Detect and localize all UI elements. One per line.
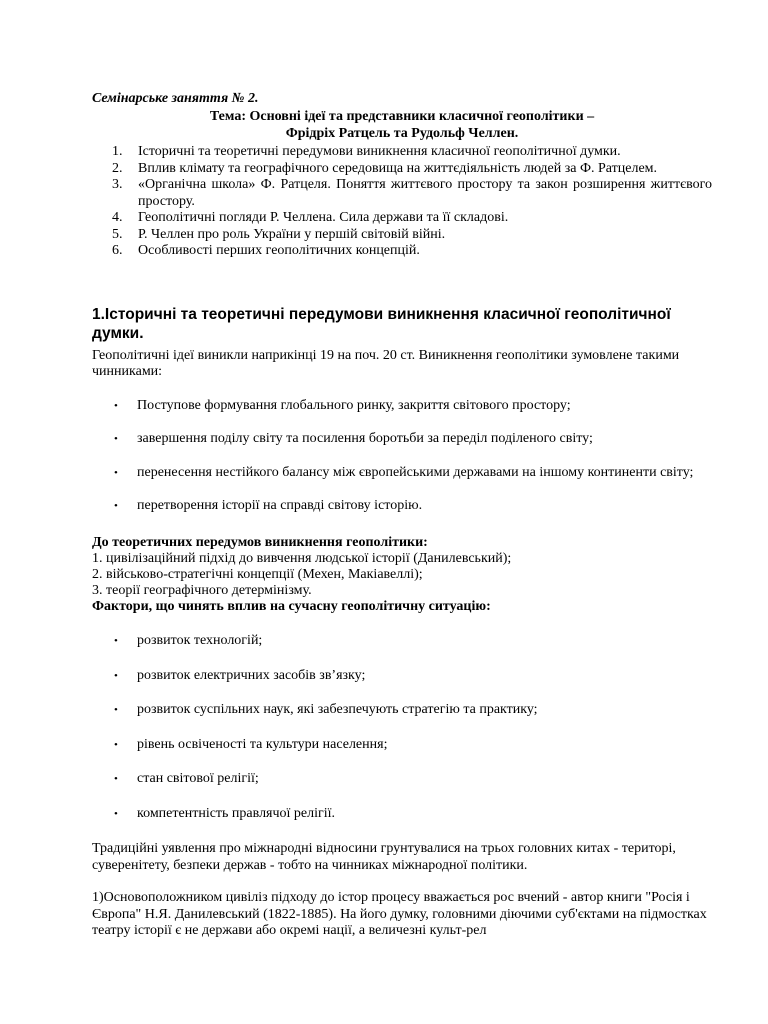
plan-item-text: Геополітичні погляди Р. Челлена. Сила держави та її складові. (138, 210, 509, 225)
plan-item-number: 5. (112, 226, 123, 242)
plan-item-number: 4. (112, 210, 123, 225)
theory-item: 3. теорії географічного детермінізму. (92, 583, 312, 598)
plan-item (92, 161, 712, 178)
emergence-factors-list (92, 398, 712, 515)
list-item (92, 702, 712, 719)
plan-item (92, 177, 712, 210)
plan-item-number: 1. (112, 144, 123, 159)
list-item-text: Поступове формування глобального ринку, закриття світового простору; (137, 397, 571, 413)
list-item (92, 431, 712, 448)
plan-item (92, 243, 712, 260)
list-item-text: компетентність правлячої релігії. (137, 805, 336, 821)
plan-item-text: Р. Челлен про роль України у першій світовій війні. (138, 226, 446, 242)
section-1-heading: 1.Історичні та теоретичні передумови виникнення класичної геополітичної думки. (92, 305, 671, 342)
list-item (92, 806, 712, 823)
section-1-intro: Геополітичні ідеї виникли наприкінці 19 на поч. 20 ст. Виникнення геополітики зумовлене такими чинниками: (92, 347, 680, 379)
theory-item: 2. військово-стратегічні концепції (Мехен, Макіавеллі); (92, 567, 423, 582)
list-item-text: перетворення історії на справді світову історію. (137, 498, 423, 513)
plan-item (92, 210, 712, 227)
list-item (92, 633, 712, 650)
plan-item-text: Вплив клімату та географічного середовища на життєдіяльність людей за Ф. Ратцелем. (138, 160, 658, 176)
list-item (92, 465, 712, 482)
bullet-icon: • (114, 635, 118, 647)
list-item-text: розвиток електричних засобів зв’язку; (137, 667, 366, 683)
list-item (92, 737, 712, 754)
plan-item (92, 227, 712, 244)
bullet-icon: • (114, 704, 118, 716)
seminar-title: Семінарське заняття № 2. (92, 91, 259, 106)
bullet-icon: • (114, 466, 118, 479)
list-item (92, 398, 712, 415)
list-item (92, 498, 712, 515)
bullet-icon: • (114, 433, 118, 445)
plan-item-text: «Органічна школа» Ф. Ратцеля. Поняття життєвого простору та закон розширення життєвого простору. (138, 177, 712, 209)
bullet-icon: • (114, 669, 118, 682)
plan-item-number: 2. (112, 160, 123, 176)
plan-item-number: 6. (112, 243, 123, 258)
topic-line-2: Фрідріх Ратцель та Рудольф Челлен. (285, 126, 519, 141)
seminar-plan-list (92, 144, 712, 260)
list-item-text: перенесення нестійкого балансу між європейськими державами на іншому континенти світу; (137, 464, 694, 480)
plan-item-number: 3. (112, 177, 123, 192)
list-item-text: розвиток технологій; (137, 633, 263, 648)
plan-item-text: Особливості перших геополітичних концепцій. (138, 243, 420, 258)
list-item-text: завершення поділу світу та посилення боротьби за переділ поділеного світу; (137, 431, 593, 446)
modern-factors-heading: Фактори, що чинять вплив на сучасну геополітичну ситуацію: (92, 599, 491, 614)
theory-item: 1. цивілізаційний підхід до вивчення людської історії (Данилевський); (92, 551, 512, 566)
danilevsky-paragraph: 1)Основоположником цивіліз підходу до істор процесу вважається рос вчений - автор книги "Росія і Європа" Н.Я. Данилевський (1822-1885). На його думку, головними діючими суб'єктами на підмостках театру історії є не держави або окремі нації, а величезні культ-рел (92, 890, 707, 938)
topic-line-1: Тема: Основні ідеї та представники класичної геополітики – (209, 109, 595, 124)
list-item (92, 771, 712, 788)
plan-item-text: Історичні та теоретичні передумови виникнення класичної геополітичної думки. (138, 144, 621, 159)
list-item-text: розвиток суспільних наук, які забезпечують стратегію та практику; (137, 702, 538, 717)
list-item-text: рівень освіченості та культури населення; (137, 736, 388, 752)
bullet-icon: • (114, 807, 118, 820)
theory-heading: До теоретичних передумов виникнення геополітики: (92, 534, 428, 550)
document-page (92, 90, 712, 940)
bullet-icon: • (114, 500, 118, 512)
plan-item (92, 144, 712, 161)
modern-factors-list (92, 633, 712, 822)
traditional-views-paragraph: Традиційні уявлення про міжнародні відносини грунтувалися на трьох головних китах - територі, суверенітету, безпеки держав - тобто на чинниках міжнародної політики. (92, 841, 676, 873)
list-item-text: стан світової релігії; (137, 771, 259, 786)
bullet-icon: • (114, 399, 118, 412)
bullet-icon: • (114, 773, 118, 785)
list-item (92, 668, 712, 685)
bullet-icon: • (114, 738, 118, 751)
